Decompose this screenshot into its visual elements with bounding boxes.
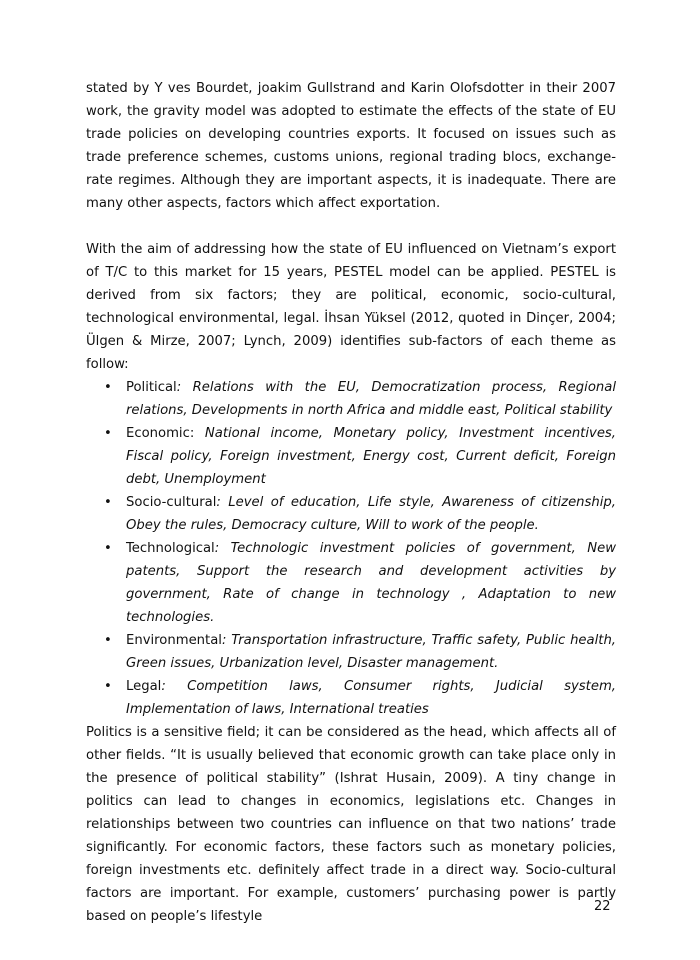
bullet-icon: • xyxy=(104,541,112,556)
list-item-environmental xyxy=(86,629,616,675)
factor-separator: : xyxy=(176,380,193,395)
bullet-icon: • xyxy=(104,633,112,648)
factor-separator: : xyxy=(161,679,188,694)
factor-label: Economic: xyxy=(126,426,195,441)
bullet-icon: • xyxy=(104,426,112,441)
factor-label: Political xyxy=(126,380,177,395)
bullet-icon: • xyxy=(104,380,112,395)
factor-items: Level of education, Life style, Awareness of citizenship, Obey the rules, Democracy culture, Will to work of the people. xyxy=(126,495,616,533)
document-body xyxy=(86,77,616,928)
factor-items: Technologic investment policies of government, New patents, Support the research and development activities by government, Rate of change in technology , Adaptation to new technologies. xyxy=(126,541,617,625)
list-item-economic xyxy=(86,422,616,491)
bullet-icon: • xyxy=(104,679,112,694)
paragraph-politics: Politics is a sensitive field; it can be considered as the head, which affects all of other fields. “It is usually believed that economic growth can take place only in the presence of political stability” (Ishrat Husain, 2009). A tiny change in politics can lead to changes in economics, legislations etc. Changes in relationships between two countries can influence on that two nations’ trade significantly. For economic factors, these factors such as monetary policies, foreign investments etc. definitely affect trade in a direct way. Socio-cultural factors are important. For example, customers’ purchasing power is partly based on people’s lifestyle xyxy=(86,725,616,924)
list-item-legal xyxy=(86,675,616,721)
factor-items: Competition laws, Consumer rights, Judicial system, Implementation of laws, International treaties xyxy=(126,679,617,717)
factor-items: National income, Monetary policy, Investment incentives, Fiscal policy, Foreign investment, Energy cost, Current deficit, Foreign debt, Unemployment xyxy=(126,426,616,487)
list-item-political xyxy=(86,376,616,422)
factor-items: Transportation infrastructure, Traffic safety, Public health, Green issues, Urbanization level, Disaster management. xyxy=(126,633,617,671)
factor-label: Technological xyxy=(126,541,215,556)
factor-separator: : xyxy=(216,495,229,510)
paragraph-spacer xyxy=(86,215,616,238)
factor-label: Environmental xyxy=(126,633,222,648)
list-item-technological xyxy=(86,537,616,629)
page-number: 22 xyxy=(594,899,611,914)
factor-label: Legal xyxy=(126,679,162,694)
factor-separator: : xyxy=(221,633,232,648)
paragraph-intro: stated by Y ves Bourdet, joakim Gullstrand and Karin Olofsdotter in their 2007 work, the gravity model was adopted to estimate the effects of the state of EU trade policies on developing countries exports. It focused on issues such as trade preference schemes, customs unions, regional trading blocs, exchange-rate regimes. Although they are important aspects, it is inadequate. There are many other aspects, factors which affect exportation. xyxy=(86,81,616,211)
paragraph-pestel: With the aim of addressing how the state of EU influenced on Vietnam’s export of T/C to this market for 15 years, PESTEL model can be applied. PESTEL is derived from six factors; they are political, economic, socio-cultural, technological environmental, legal. İhsan Yüksel (2012, quoted in Dinçer, 2004; Ülgen & Mirze, 2007; Lynch, 2009) identifies sub-factors of each theme as follow: xyxy=(86,242,616,372)
list-item-socio-cultural xyxy=(86,491,616,537)
factor-items: Relations with the EU, Democratization process, Regional relations, Developments in north Africa and middle east, Political stability xyxy=(126,380,616,418)
factor-separator: : xyxy=(214,541,231,556)
bullet-icon: • xyxy=(104,495,112,510)
factor-separator xyxy=(194,426,205,441)
factor-label: Socio-cultural xyxy=(126,495,217,510)
pestel-factor-list xyxy=(86,376,616,721)
